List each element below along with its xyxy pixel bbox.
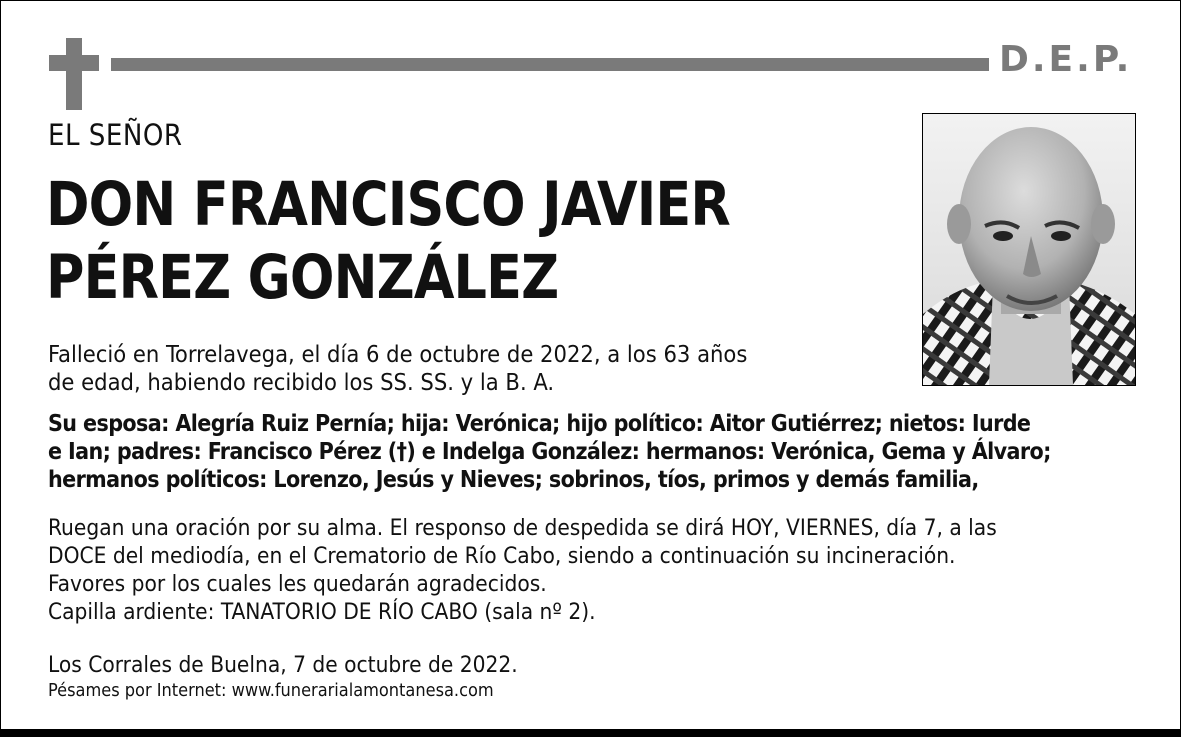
cross-horizontal-bar	[49, 55, 99, 71]
death-line: Falleció en Torrelavega, el día 6 de octubre de 2022, a los 63 años	[48, 340, 748, 368]
family-line: e Ian; padres: Francisco Pérez (†) e Indelga González: hermanos: Verónica, Gema y Álvaro;	[48, 439, 1051, 465]
cross-vertical-bar	[66, 38, 82, 110]
ceremony-line: Favores por los cuales les quedarán agradecidos.	[48, 571, 547, 597]
death-paragraph	[48, 340, 747, 396]
ceremony-paragraph	[48, 514, 997, 626]
portrait-image	[923, 114, 1135, 385]
portrait-photo	[922, 113, 1136, 386]
family-line: Su esposa: Alegría Ruiz Pernía; hija: Verónica; hijo político: Aitor Gutiérrez; nietos: Iurde	[48, 411, 1031, 437]
ceremony-line: DOCE del mediodía, en el Crematorio de Río Cabo, siendo a continuación su incineración.	[48, 543, 956, 569]
condolences-web-line: Pésames por Internet: www.funerarialamontanesa.com	[48, 680, 494, 701]
family-paragraph	[48, 410, 1051, 494]
name-line: PÉREZ GONZÁLEZ	[46, 242, 559, 313]
header-rule	[111, 58, 989, 71]
name-line: DON FRANCISCO JAVIER	[46, 169, 730, 240]
cross-icon	[49, 38, 99, 110]
ceremony-line: Ruegan una oración por su alma. El responso de despedida se dirá HOY, VIERNES, día 7, a las	[48, 515, 997, 541]
family-line: hermanos políticos: Lorenzo, Jesús y Nieves; sobrinos, tíos, primos y demás familia,	[48, 467, 979, 493]
deceased-name	[46, 168, 730, 314]
place-date: Los Corrales de Buelna, 7 de octubre de 2022.	[48, 652, 518, 678]
honorific: EL SEÑOR	[48, 118, 183, 152]
death-line: de edad, habiendo recibido los SS. SS. y la B. A.	[48, 368, 555, 396]
dep-label: D.E.P.	[999, 39, 1133, 80]
ceremony-line: Capilla ardiente: TANATORIO DE RÍO CABO (sala nº 2).	[48, 599, 596, 625]
